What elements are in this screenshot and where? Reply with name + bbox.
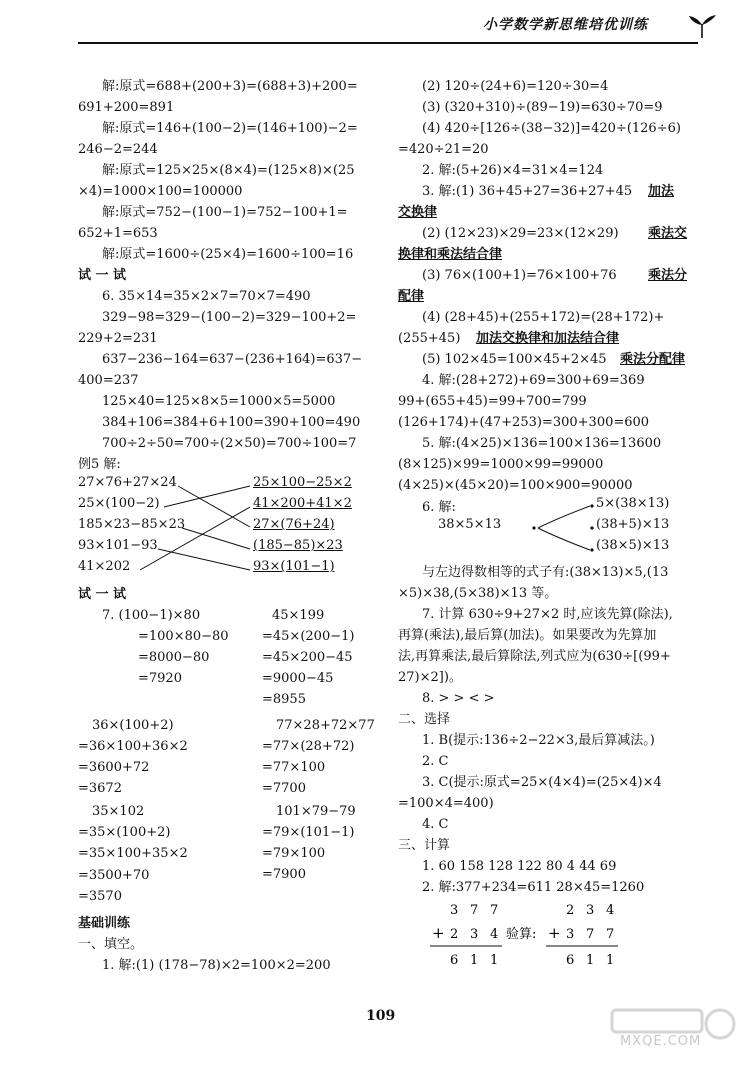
text-line: 解:原式=1600÷(25×4)=1600÷100=16 xyxy=(102,247,354,262)
calc-line: =7900 xyxy=(262,867,306,882)
answer-text: (2) (12×23)×29=23×(12×29) xyxy=(422,226,619,241)
text-line: 2. 解:(5+26)×4=31×4=124 xyxy=(422,163,604,178)
text-line: 652+1=653 xyxy=(78,226,158,241)
answer-text: (5) 102×45=100×45+2×45 xyxy=(422,352,607,367)
calc-line: 77×28+72×77 xyxy=(276,718,375,733)
text-line: 6. 解: xyxy=(422,500,456,515)
text-line: 384+106=384+6+100=390+100=490 xyxy=(102,415,361,430)
svg-text:+: + xyxy=(548,924,561,942)
matching-lines xyxy=(78,475,378,580)
text-line: 法,再算乘法,最后算除法,列式应为(630÷[(99+ xyxy=(398,649,671,664)
calc-line: =35×100+35×2 xyxy=(78,846,188,861)
answer-tag: 交换律 xyxy=(398,205,438,220)
answer-text: (3) 76×(100+1)=76×100+76 xyxy=(422,268,617,283)
calc-line: =3570 xyxy=(78,889,122,904)
text-line: (4×25)×(45×20)=100×900=90000 xyxy=(398,478,633,493)
text-line: 与左边得数相等的式子有:(38×13)×5,(13 xyxy=(422,565,669,580)
text-line: 246−2=244 xyxy=(78,142,158,157)
calc-line: 45×199 xyxy=(272,608,325,623)
svg-text:1: 1 xyxy=(490,953,499,968)
branch-source: 38×5×13 xyxy=(438,517,502,532)
answer-tag: 乘法分 xyxy=(648,268,688,283)
text-line: 1. 解:(1) (178−78)×2=100×2=200 xyxy=(102,958,331,973)
svg-text:7: 7 xyxy=(490,903,499,918)
text-line: 329−98=329−(100−2)=329−100+2= xyxy=(102,310,357,325)
text-line: =420÷21=20 xyxy=(398,142,489,157)
text-line: (4) 420÷[126÷(38−32)]=420÷(126÷6) xyxy=(422,121,681,136)
calc-line: =36×100+36×2 xyxy=(78,739,188,754)
calc-line: =45×(200−1) xyxy=(262,629,355,644)
text-line: (3) (320+310)÷(89−19)=630÷70=9 xyxy=(422,100,663,115)
match-right-item: 27×(76+24) xyxy=(253,517,335,532)
svg-text:3: 3 xyxy=(450,903,459,918)
answer-tag: 配律 xyxy=(398,289,425,304)
text-line: 1. B(提示:136÷2−22×3,最后算减法。) xyxy=(422,733,655,748)
text-line: (8×125)×99=1000×99=99000 xyxy=(398,457,604,472)
text-line: ×4)=1000×100=100000 xyxy=(78,184,243,199)
subsection-fill: 一、填空。 xyxy=(78,937,144,952)
example-5-label: 例5 解: xyxy=(78,457,121,472)
text-line: 700÷2÷50=700÷(2×50)=700÷100=7 xyxy=(102,436,357,451)
text-line: (4) (28+45)+(255+172)=(28+172)+ xyxy=(422,310,665,325)
right-column xyxy=(398,76,698,970)
header-title: 小学数学新思维培优训练 xyxy=(483,17,648,33)
text-line: 691+200=891 xyxy=(78,100,175,115)
svg-text:1: 1 xyxy=(586,953,595,968)
svg-text:1: 1 xyxy=(606,953,615,968)
svg-text:3: 3 xyxy=(586,903,595,918)
calc-line: =45×200−45 xyxy=(262,650,353,665)
text-line xyxy=(398,328,698,349)
calc-line: =7700 xyxy=(262,781,306,796)
match-left-item: 185×23−85×23 xyxy=(78,517,186,532)
calc-line: =8955 xyxy=(262,692,306,707)
branch-item: 5×(38×13) xyxy=(596,496,670,511)
calc-line: =3500+70 xyxy=(78,868,150,883)
match-right-item: (185−85)×23 xyxy=(253,538,343,553)
text-line: 解:原式=688+(200+3)=(688+3)+200= xyxy=(102,79,358,94)
header-rule xyxy=(78,42,698,44)
svg-text:1: 1 xyxy=(470,953,479,968)
svg-text:6: 6 xyxy=(450,953,459,968)
text-line: ×5)×38,(5×38)×13 等。 xyxy=(398,586,558,601)
answer-tag: 乘法交 xyxy=(648,226,688,241)
calc-line: =9000−45 xyxy=(262,671,334,686)
svg-text:3: 3 xyxy=(470,927,479,942)
vertical-arithmetic xyxy=(398,898,698,970)
calc-line: =79×100 xyxy=(262,846,326,861)
answer-tag: 加法 xyxy=(648,184,675,199)
svg-text:7: 7 xyxy=(470,903,479,918)
text-line: 637−236−164=637−(236+164)=637− xyxy=(102,352,363,367)
text-line: 1. 60 158 128 122 80 4 44 69 xyxy=(422,859,617,874)
text-line: 解:原式=146+(100−2)=(146+100)−2= xyxy=(102,121,358,136)
match-left-item: 41×202 xyxy=(78,559,131,574)
text-line xyxy=(398,349,698,370)
page-number: 109 xyxy=(366,1008,396,1024)
calc-block xyxy=(262,715,375,799)
watermark-text: MXQE.COM xyxy=(620,1034,702,1049)
text-line: 4. 解:(28+272)+69=300+69=369 xyxy=(422,373,645,388)
text-line: 7. 计算 630÷9+27×2 时,应该先算(除法), xyxy=(422,607,673,622)
text-line: 2. C xyxy=(422,754,449,769)
matching-diagram xyxy=(78,475,378,580)
subsection-calc: 三、计算 xyxy=(398,838,451,853)
text-line: (126+174)+(47+253)=300+300=600 xyxy=(398,415,650,430)
svg-text:3: 3 xyxy=(566,927,575,942)
calc-line: =35×(100+2) xyxy=(78,825,171,840)
text-line: 2. 解:377+234=611 28×45=1260 xyxy=(422,880,645,895)
svg-text:+: + xyxy=(432,924,445,942)
left-column xyxy=(78,76,378,976)
svg-text:6: 6 xyxy=(566,953,575,968)
calc-line: 36×(100+2) xyxy=(92,718,174,733)
text-line: 4. C xyxy=(422,817,449,832)
match-left-item: 27×76+27×24 xyxy=(78,475,177,490)
match-left-item: 25×(100−2) xyxy=(78,496,160,511)
text-line: 5. 解:(4×25)×136=100×136=13600 xyxy=(422,436,662,451)
answer-tag: 乘法分配律 xyxy=(620,352,686,367)
calc-block xyxy=(78,801,188,864)
branch-diagram xyxy=(398,496,698,562)
text-line: 99+(655+45)=99+700=799 xyxy=(398,394,587,409)
section-heading-try: 试 一 试 xyxy=(78,268,127,283)
calc-block xyxy=(102,605,229,689)
calc-line: =8000−80 xyxy=(138,650,210,665)
answer-tag: 换律和乘法结合律 xyxy=(398,247,503,262)
calc-block xyxy=(78,715,188,799)
answer-text: (255+45) xyxy=(398,331,461,346)
svg-text:4: 4 xyxy=(490,927,499,942)
text-line: 解:原式=125×25×(8×4)=(125×8)×(25 xyxy=(102,163,355,178)
text-line: 6. 35×14=35×2×7=70×7=490 xyxy=(102,289,311,304)
match-right-item: 41×200+41×2 xyxy=(253,496,352,511)
answer-text: 3. 解:(1) 36+45+27=36+27+45 xyxy=(422,184,633,199)
text-line: 125×40=125×8×5=1000×5=5000 xyxy=(102,394,336,409)
vertical-addition xyxy=(398,898,698,970)
svg-text:2: 2 xyxy=(566,903,575,918)
watermark-logo-icon xyxy=(592,1004,742,1059)
branch-item: (38+5)×13 xyxy=(596,517,670,532)
branch-lines xyxy=(398,496,698,562)
match-right-item: 93×(101−1) xyxy=(253,559,335,574)
match-right-item: 25×100−25×2 xyxy=(253,475,352,490)
subsection-choice: 二、选择 xyxy=(398,712,451,727)
text-line: (2) 120÷(24+6)=120÷30=4 xyxy=(422,79,609,94)
calc-line: 7. (100−1)×80 xyxy=(102,608,201,623)
text-line: 3. C(提示:原式=25×(4×4)=(25×4)×4 xyxy=(422,775,662,790)
watermark xyxy=(592,1004,742,1059)
svg-text:7: 7 xyxy=(606,927,615,942)
calc-line: =77×100 xyxy=(262,760,326,775)
section-heading-try-2: 试 一 试 xyxy=(78,587,127,602)
calc-line: =7920 xyxy=(138,671,182,686)
text-line: 229+2=231 xyxy=(78,331,158,346)
svg-text:验算:: 验算: xyxy=(506,927,537,942)
text-line: 解:原式=752−(100−1)=752−100+1= xyxy=(102,205,348,220)
calc-block xyxy=(262,605,354,710)
match-left-item: 93×101−93 xyxy=(78,538,158,553)
calc-line: 101×79−79 xyxy=(276,804,356,819)
calc-line: =3600+72 xyxy=(78,760,150,775)
text-line xyxy=(398,265,698,286)
calc-line: =77×(28+72) xyxy=(262,739,355,754)
svg-text:4: 4 xyxy=(606,903,615,918)
text-line: 再算(乘法),最后算(加法)。如果要改为先算加 xyxy=(398,628,657,643)
text-line: 400=237 xyxy=(78,373,139,388)
svg-text:2: 2 xyxy=(450,927,459,942)
calc-line: =100×80−80 xyxy=(138,629,229,644)
text-line xyxy=(398,223,698,244)
text-line: 27)×2])。 xyxy=(398,670,462,685)
svg-text:7: 7 xyxy=(586,927,595,942)
calc-line: =79×(101−1) xyxy=(262,825,355,840)
text-line xyxy=(398,181,698,202)
sprout-logo-icon xyxy=(686,12,718,40)
text-line: 8. > > < > xyxy=(422,691,495,706)
text-line: =100×4=400) xyxy=(398,796,494,811)
branch-item: (38×5)×13 xyxy=(596,538,670,553)
calc-line: 35×102 xyxy=(92,804,145,819)
section-heading-basic: 基础训练 xyxy=(78,916,131,931)
answer-tag: 加法交换律和加法结合律 xyxy=(476,331,620,346)
calc-line: =3672 xyxy=(78,781,122,796)
